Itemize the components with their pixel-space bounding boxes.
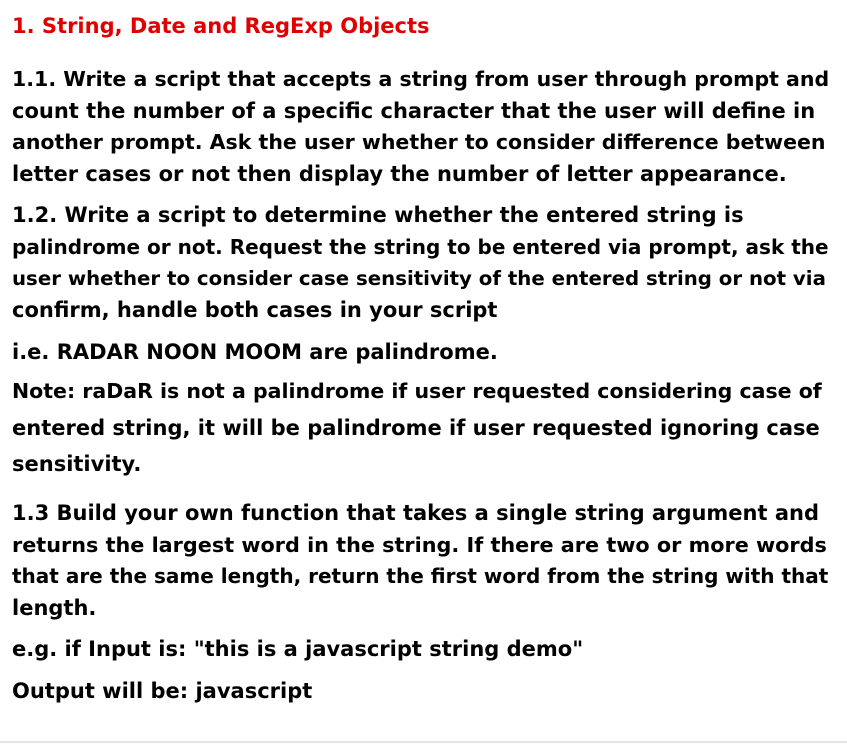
exercise-1-2-line: user whether to consider case sensitivity of the entered string or not via <box>12 267 826 290</box>
exercise-1-3-line: 1.3 Build your own function that takes a single string argument and <box>12 501 820 525</box>
exercise-1-3-line: returns the largest word in the string. If there are two or more words <box>12 532 827 557</box>
palindrome-note-line: sensitivity. <box>12 452 142 476</box>
longest-word-example-output <box>12 676 812 708</box>
exercise-1-1-line: another prompt. Ask the user whether to consider difference between <box>12 130 826 154</box>
exercise-1-2-line: palindrome or not. Request the string to be entered via prompt, ask the <box>12 234 829 259</box>
exercise-1-2-line: confirm, handle both cases in your script <box>12 297 498 322</box>
palindrome-note-line: Note: raDaR is not a palindrome if user requested considering case of <box>12 379 822 403</box>
exercise-1-3 <box>12 498 829 624</box>
palindrome-note <box>12 373 822 483</box>
example-input-line: e.g. if Input is: "this is a javascript string demo" <box>12 637 584 661</box>
exercise-1-2 <box>12 200 829 326</box>
section-title: 1. String, Date and RegExp Objects <box>12 14 430 38</box>
palindrome-example <box>12 337 812 369</box>
exercise-1-1-line: 1.1. Write a script that accepts a string from user through prompt and <box>12 67 830 91</box>
exercise-1-1 <box>12 64 830 190</box>
exercise-1-1-line: count the number of a specific character that the user will define in <box>12 98 816 123</box>
exercise-1-3-line: length. <box>12 595 97 620</box>
palindrome-note-line: entered string, it will be palindrome if user requested ignoring case <box>12 415 820 440</box>
page-bottom-divider <box>0 741 847 743</box>
longest-word-example-input <box>12 634 812 666</box>
exercise-1-2-line: 1.2. Write a script to determine whether the entered string is <box>12 203 744 227</box>
palindrome-example-line: i.e. RADAR NOON MOOM are palindrome. <box>12 340 498 364</box>
exercise-1-1-line: letter cases or not then display the number of letter appearance. <box>12 161 787 186</box>
example-output-line: Output will be: javascript <box>12 679 313 703</box>
exercise-1-3-line: that are the same length, return the first word from the string with that <box>12 564 829 588</box>
